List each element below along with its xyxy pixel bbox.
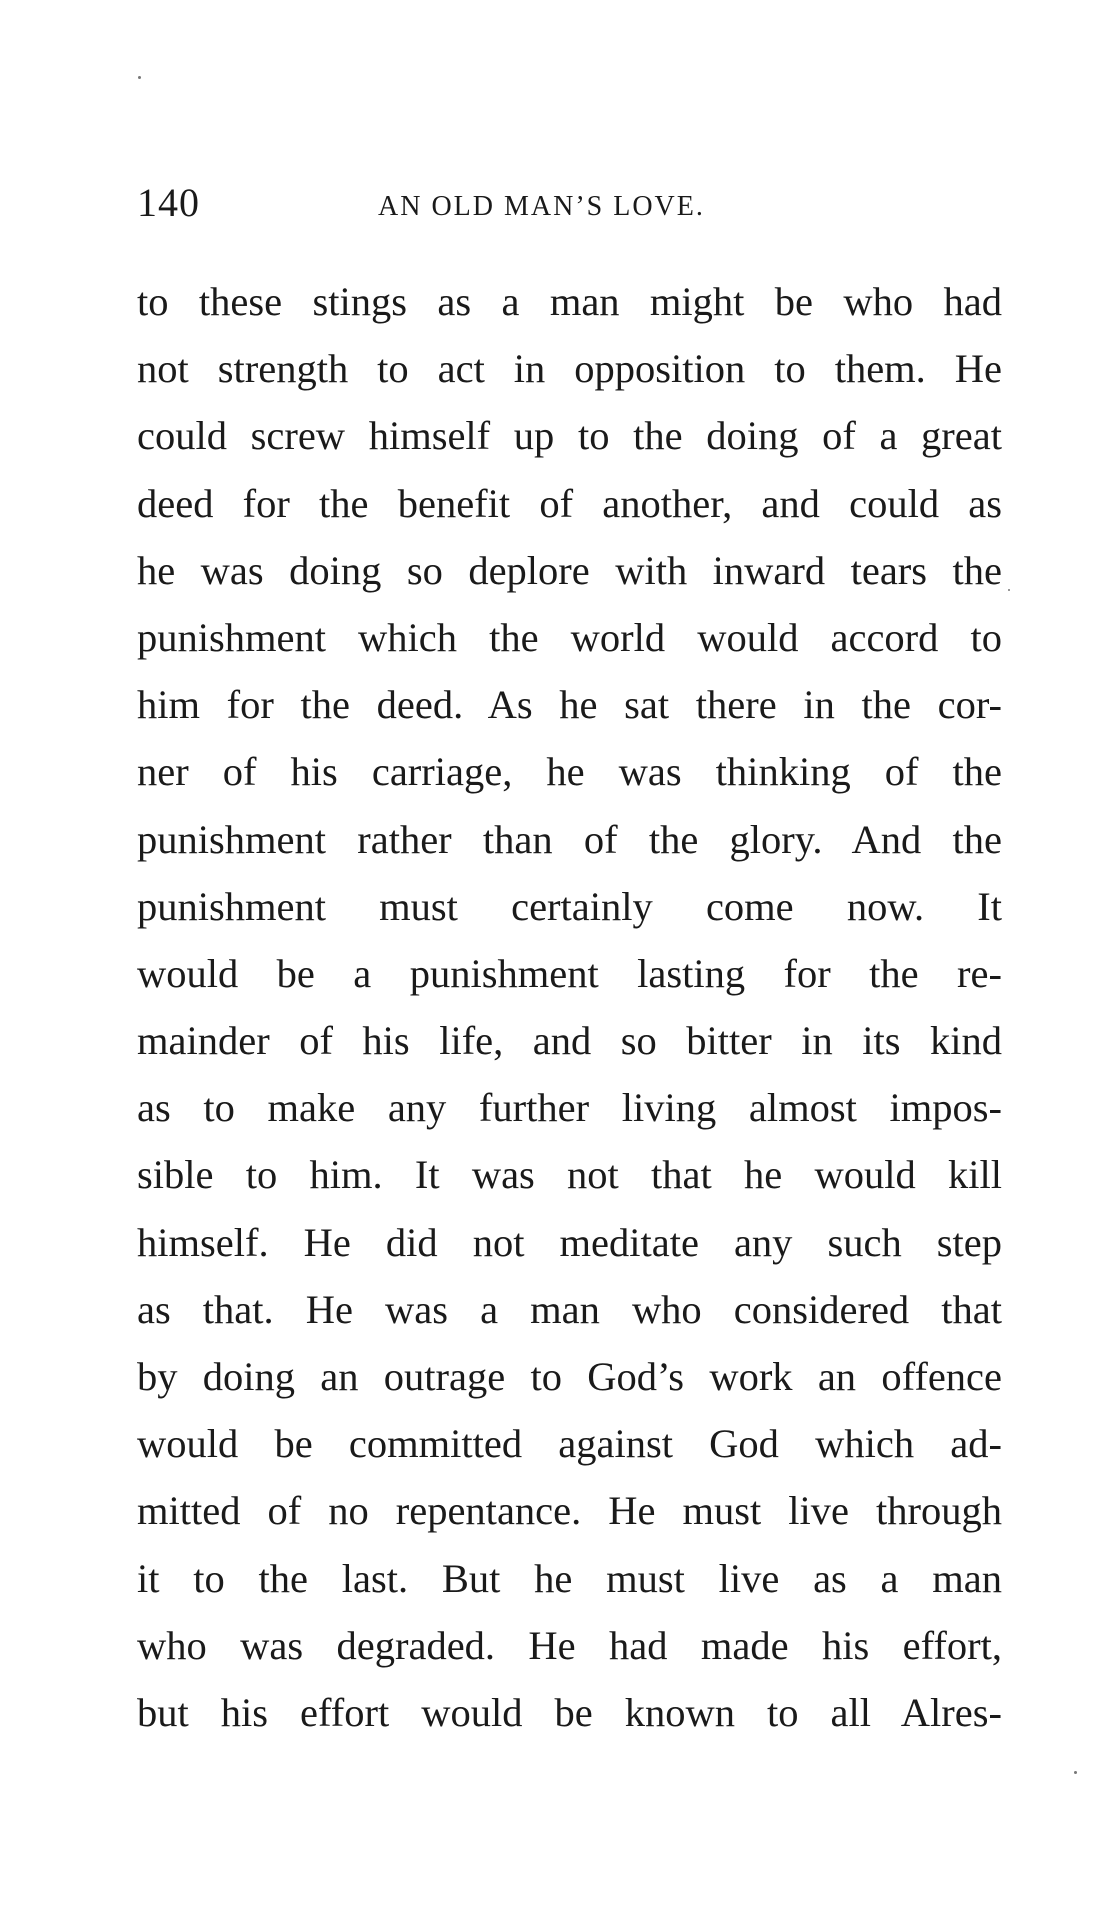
text-line: mitted of no repentance. He must live through — [137, 1488, 1002, 1534]
text-line: to these stings as a man might be who had — [137, 279, 1002, 324]
text-line: him for the deed. As he sat there in the cor- — [137, 682, 1002, 728]
paper-speck — [1074, 1771, 1077, 1774]
page-number: 140 — [137, 180, 200, 225]
text-line: punishment which the world would accord to — [137, 614, 1002, 660]
text-line: as to make any further living almost impos- — [137, 1085, 1002, 1131]
text-line: deed for the benefit of another, and could as — [137, 480, 1002, 526]
text-line: ner of his carriage, he was thinking of the — [137, 749, 1002, 795]
text-line: himself. He did not meditate any such step — [137, 1219, 1002, 1265]
text-line: mainder of his life, and so bitter in its kind — [137, 1018, 1002, 1064]
running-title: AN OLD MAN’S LOVE. — [378, 191, 705, 222]
text-line: he was doing so deplore with inward tears the — [137, 547, 1002, 593]
text-line: punishment must certainly come now. It — [137, 883, 1002, 929]
running-head — [137, 178, 1002, 228]
text-line: could screw himself up to the doing of a great — [137, 413, 1002, 459]
text-line: as that. He was a man who considered that — [137, 1286, 1002, 1332]
body-text — [137, 268, 1002, 1746]
text-line: punishment rather than of the glory. And the — [137, 816, 1002, 862]
text-line: sible to him. It was not that he would kill — [137, 1152, 1002, 1198]
text-line: who was degraded. He had made his effort, — [137, 1622, 1002, 1668]
text-line: would be a punishment lasting for the re- — [137, 950, 1002, 996]
paper-speck — [1008, 589, 1010, 591]
text-line: but his effort would be known to all Alres- — [137, 1689, 1002, 1735]
paper-speck — [138, 76, 141, 79]
text-line: by doing an outrage to God’s work an offence — [137, 1354, 1002, 1399]
text-line: would be committed against God which ad- — [137, 1421, 1002, 1467]
text-line: not strength to act in opposition to them. He — [137, 346, 1002, 392]
text-line: it to the last. But he must live as a man — [137, 1555, 1002, 1601]
